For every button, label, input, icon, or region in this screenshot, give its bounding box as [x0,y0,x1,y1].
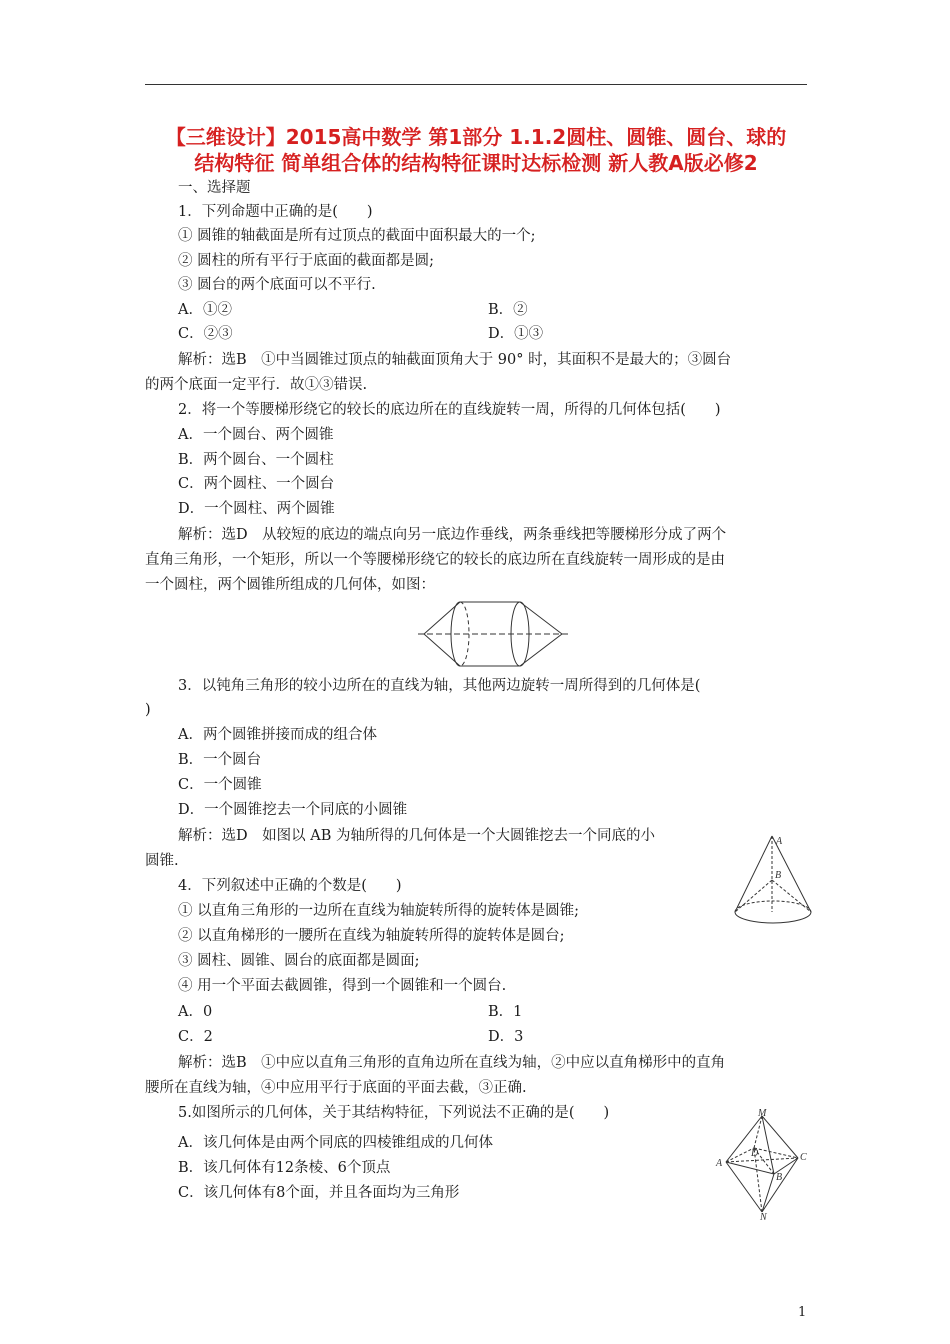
q2-option-d: D．一个圆柱、两个圆锥 [178,501,335,517]
q1-option-d: D．①③ [488,326,544,342]
q4-statement-1: ① 以直角三角形的一边所在直线为轴旋转所得的旋转体是圆锥; [178,903,579,919]
q4-explanation-line-1: 解析：选B ①中应以直角三角形的直角边所在直线为轴，②中应以直角梯形中的直角 [178,1055,726,1071]
q1-statement-3: ③ 圆台的两个底面可以不平行. [178,277,376,293]
q2-explanation-line-3: 一个圆柱，两个圆锥所组成的几何体，如图： [145,577,435,593]
cone-label-a: A [776,836,783,847]
q1-option-b: B．② [488,302,528,318]
q1-explanation-line-2: 的两个底面一定平行．故①③错误. [145,377,368,393]
q3-option-d: D．一个圆锥挖去一个同底的小圆锥 [178,802,408,818]
cone-label-b: B [775,870,782,881]
q5-option-a: A．该几何体是由两个同底的四棱锥组成的几何体 [178,1135,493,1151]
document-title [145,124,807,176]
q4-statement-4: ④ 用一个平面去截圆锥，得到一个圆锥和一个圆台. [178,978,507,994]
title-line-2: 结构特征 简单组合体的结构特征课时达标检测 新人教A版必修2 [194,151,758,175]
q1-option-c: C．②③ [178,326,233,342]
section-heading: 一、选择题 [178,180,251,196]
octa-label-m: M [758,1108,767,1119]
hollow-cone-figure [730,830,816,934]
q2-option-c: C．两个圆柱、一个圆台 [178,476,335,492]
q1-statement-2: ② 圆柱的所有平行于底面的截面都是圆; [178,253,434,269]
q4-stem: 4．下列叙述中正确的个数是( ) [178,878,402,894]
q3-stem-line-2: ) [145,702,151,718]
q2-explanation-line-2: 直角三角形，一个矩形，所以一个等腰梯形绕它的较长的底边所在直线旋转一周形成的是由 [145,552,725,568]
title-line-1: 【三维设计】2015高中数学 第1部分 1.1.2圆柱、圆锥、圆台、球的 [165,125,787,149]
q3-stem-line-1: 3．以钝角三角形的较小边所在的直线为轴，其他两边旋转一周所得到的几何体是( [178,678,701,694]
q2-explanation-line-1: 解析：选D 从较短的底边的端点向另一底边作垂线，两条垂线把等腰梯形分成了两个 [178,527,727,543]
q4-option-a: A．0 [178,1004,213,1020]
q4-option-d: D．3 [488,1029,524,1045]
q5-option-c: C．该几何体有8个面，并且各面均为三角形 [178,1185,460,1201]
q2-option-b: B．两个圆台、一个圆柱 [178,452,334,468]
cylinder-cones-figure [418,598,568,670]
q5-option-b: B．该几何体有12条棱、6个顶点 [178,1160,391,1176]
q3-option-a: A．两个圆锥拼接而成的组合体 [178,727,377,743]
q1-option-a: A．①② [178,302,232,318]
q4-option-b: B．1 [488,1004,523,1020]
octa-label-c: C [800,1152,807,1163]
q3-option-c: C．一个圆锥 [178,777,262,793]
q4-option-c: C．2 [178,1029,213,1045]
q3-explanation-line-2: 圆锥. [145,853,179,869]
q4-explanation-line-2: 腰所在直线为轴，④中应用平行于底面的平面去截，③正确. [145,1080,527,1096]
header-rule [145,84,807,85]
octa-label-n: N [760,1212,767,1220]
q3-explanation-line-1: 解析：选D 如图以 AB 为轴所得的几何体是一个大圆锥挖去一个同底的小 [178,828,655,844]
page-number: 1 [798,1305,807,1320]
q2-option-a: A．一个圆台、两个圆锥 [178,427,334,443]
octa-label-b: B [776,1172,783,1183]
q5-stem: 5.如图所示的几何体，关于其结构特征，下列说法不正确的是( ) [178,1105,610,1121]
q4-statement-2: ② 以直角梯形的一腰所在直线为轴旋转所得的旋转体是圆台; [178,928,565,944]
q2-stem: 2．将一个等腰梯形绕它的较长的底边所在的直线旋转一周，所得的几何体包括( ) [178,402,721,418]
q4-statement-3: ③ 圆柱、圆锥、圆台的底面都是圆面; [178,953,420,969]
q1-stem: 1．下列命题中正确的是( ) [178,204,373,220]
octa-label-d: D [751,1148,759,1159]
octahedron-figure [714,1108,814,1220]
q1-statement-1: ① 圆锥的轴截面是所有过顶点的截面中面积最大的一个; [178,228,536,244]
q1-explanation-line-1: 解析：选B ①中当圆锥过顶点的轴截面顶角大于 90° 时，其面积不是最大的；③圆台 [178,352,732,368]
octa-label-a: A [716,1158,723,1169]
q3-option-b: B．一个圆台 [178,752,262,768]
